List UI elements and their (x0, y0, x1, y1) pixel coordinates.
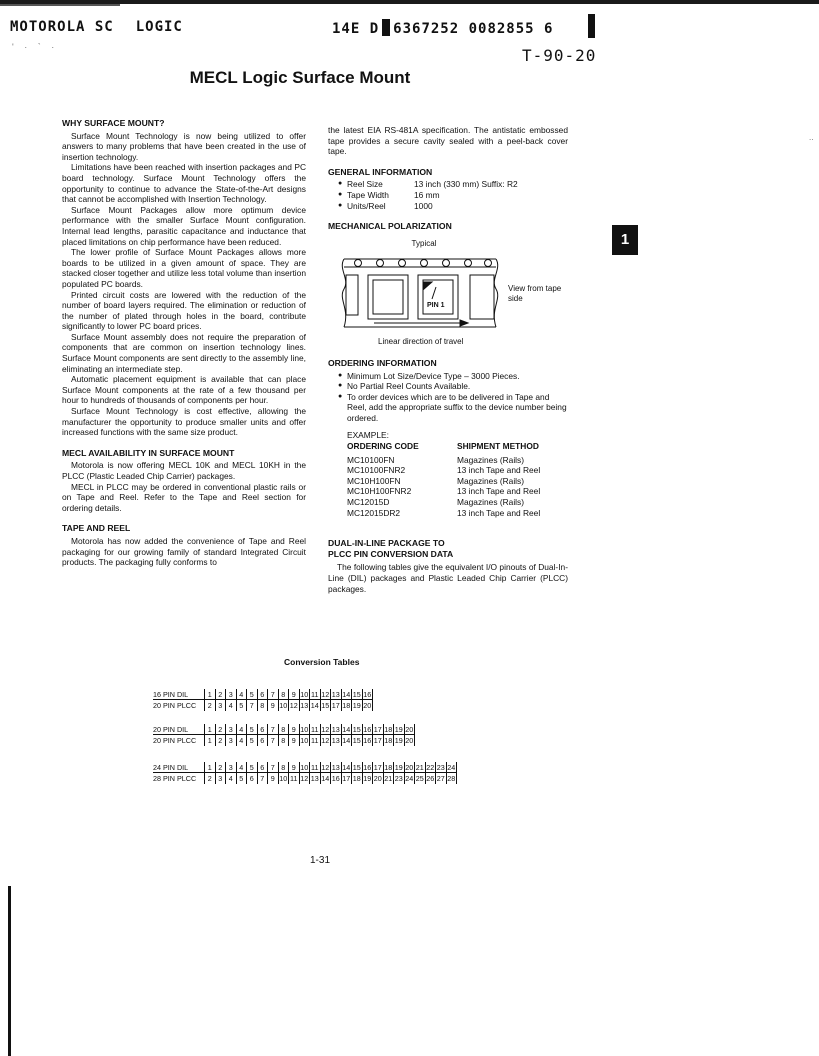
pin-cell: 21 (384, 774, 393, 783)
pin-cell: 11 (310, 724, 321, 735)
header-end-block (588, 14, 595, 38)
pin-cell: 20 (405, 725, 414, 734)
pin-cell: 14 (321, 774, 330, 783)
pin-cell: 14 (342, 725, 351, 734)
pin-cell: 12 (321, 690, 330, 699)
pin-cell: 7 (258, 773, 269, 784)
pin-cell: 4 (237, 762, 248, 773)
pin-cell: 12 (321, 763, 330, 772)
pin-cell: 6 (258, 724, 269, 735)
scan-top-border (0, 0, 819, 4)
pin-cell: 5 (237, 773, 248, 784)
pin-cell: 15 (352, 725, 361, 734)
pin-cell: 2 (216, 735, 227, 746)
pin-cell: 16 (363, 725, 372, 734)
pin-cell: 20 (405, 736, 414, 745)
example-row: MC10100FNR2 13 inch Tape and Reel (347, 465, 541, 476)
ordering-bullet: ● No Partial Reel Counts Available. (338, 381, 568, 392)
tape-polarization-diagram (328, 249, 568, 335)
section-tab: 1 (612, 225, 638, 255)
conversion-row-label: 24 PIN DIL (153, 762, 204, 773)
pin-cell: 7 (268, 689, 279, 700)
pin-cell: 17 (342, 774, 351, 783)
pin-cell: 4 (237, 724, 248, 735)
conversion-title: Conversion Tables (284, 657, 360, 667)
general-heading: GENERAL INFORMATION (328, 166, 433, 177)
pin-cell: 6 (247, 773, 258, 784)
pin-cell: 17 (331, 701, 340, 710)
pin-cell: 25 (415, 774, 424, 783)
pin-cell: 7 (247, 700, 258, 711)
pin-cell: 16 (331, 774, 340, 783)
pin-cell: 10 (300, 725, 309, 734)
pin-cell: 14 (310, 701, 319, 710)
pin-cell: 7 (268, 724, 279, 735)
scan-specks: ' · ` · (12, 42, 59, 52)
pin-cell: 1 (205, 735, 216, 746)
ordering-list (338, 371, 568, 424)
pin-cell: 27 (436, 774, 445, 783)
pin-cell: 4 (226, 700, 237, 711)
dil-paragraph: The following tables give the equivalent I/O pinouts of Dual-In-Line (DIL) packages and Plastic Leaded Chip Carrier (PLCC) packages. (328, 562, 568, 594)
conversion-row-label: 28 PIN PLCC (153, 774, 197, 783)
availability-heading: MECL AVAILABILITY IN SURFACE MOUNT (62, 447, 235, 458)
pin-cell: 9 (289, 762, 300, 773)
pin-cell: 18 (342, 701, 351, 710)
pin-cell: 15 (321, 701, 330, 710)
pin-cell: 8 (279, 724, 290, 735)
pin-cell: 5 (247, 762, 258, 773)
why-paragraph: Surface Mount assembly does not require the preparation of components that are common on insertion technology lines. Surface Mount components are sent directly to the assembly line, eliminating an intermediate step. (62, 331, 306, 374)
pin-cell: 23 (394, 774, 403, 783)
pin-cell: 3 (226, 762, 237, 773)
conversion-table (153, 724, 415, 746)
example-row: MC10100FN Magazines (Rails) (347, 454, 525, 465)
pin-cell: 10 (300, 690, 309, 699)
pin-cell: 18 (384, 763, 393, 772)
why-paragraph: Printed circuit costs are lowered with the reduction of the number of board layers required. The elimination or reduction of the number of plated through holes in the board, contribute significantly to lower PC board prices. (62, 289, 306, 332)
ordering-example (347, 430, 568, 519)
pin-cell: 13 (331, 690, 340, 699)
pin-cell: 8 (258, 700, 269, 711)
scan-top-mark (0, 4, 120, 6)
scan-left-edge (8, 886, 11, 1056)
pin-cell: 24 (405, 774, 414, 783)
pin-cell: 18 (384, 725, 393, 734)
pin-cell: 7 (268, 762, 279, 773)
pin-cell: 6 (258, 689, 269, 700)
pin-cell: 10 (279, 774, 288, 783)
why-paragraph: Automatic placement equipment is available that can place Surface Mount components at the rate of a few thousand per hour to hundreds of thousands of components per hour. (62, 374, 306, 406)
pin-cell: 16 (363, 690, 372, 699)
pin-cell: 1 (205, 724, 216, 735)
pin-cell: 6 (258, 762, 269, 773)
header-code-b: 6367252 0082855 6 (393, 21, 554, 37)
ordering-bullet: ● Minimum Lot Size/Device Type – 3000 Pieces. (338, 371, 568, 382)
pin-cell: 17 (373, 763, 382, 772)
left-column (62, 118, 306, 568)
pin-cell: 13 (310, 774, 319, 783)
ordering-heading: ORDERING INFORMATION (328, 357, 437, 368)
header-left (10, 19, 183, 35)
conversion-row-label: 20 PIN PLCC (153, 701, 197, 710)
pin-cell: 11 (310, 735, 321, 746)
example-header: ORDERING CODE SHIPMENT METHOD (347, 441, 539, 452)
pin-cell: 10 (279, 701, 288, 710)
pin-cell: 13 (331, 763, 340, 772)
why-paragraph: Surface Mount Technology is cost effective, allowing the manufacturer the opportunity to produce smaller units and offer increased functions with the same size product. (62, 406, 306, 438)
page-number: 1-31 (310, 855, 331, 866)
conversion-row (153, 773, 457, 784)
example-row: MC12015D Magazines (Rails) (347, 497, 525, 508)
pin-cell: 17 (373, 725, 382, 734)
doc-number: T-90-20 (522, 46, 597, 65)
conversion-row-label: 20 PIN DIL (153, 724, 204, 735)
page-title: MECL Logic Surface Mount (189, 68, 411, 87)
pin-cell: 5 (247, 724, 258, 735)
pin-cell: 15 (352, 690, 361, 699)
conversion-row (153, 724, 415, 735)
pin-cell: 20 (405, 763, 414, 772)
pin-cell: 2 (205, 700, 216, 711)
margin-mark: .. (809, 133, 814, 142)
pin-cell: 3 (216, 700, 227, 711)
pin-cell: 16 (363, 736, 372, 745)
pin-cell: 19 (352, 701, 361, 710)
pin-cell: 19 (394, 763, 403, 772)
pin-cell: 1 (205, 689, 216, 700)
pin-cell: 13 (300, 701, 309, 710)
pin-cell: 2 (205, 773, 216, 784)
header-code-a: 14E D (332, 21, 380, 37)
general-item: ● Units/Reel 1000 (338, 201, 568, 212)
pin-cell: 11 (310, 762, 321, 773)
pin-cell: 23 (436, 763, 445, 772)
pin-cell: 15 (352, 763, 361, 772)
pin-cell: 2 (216, 762, 227, 773)
pin-cell: 10 (300, 763, 309, 772)
example-row: MC10H100FNR2 13 inch Tape and Reel (347, 486, 541, 497)
general-list (338, 179, 568, 211)
conversion-row-label: 20 PIN PLCC (153, 736, 197, 745)
pin-cell: 18 (352, 774, 361, 783)
pin-cell: 3 (216, 773, 227, 784)
pin-cell: 19 (363, 774, 372, 783)
tape-paragraph: Motorola has now added the convenience of Tape and Reel packaging for our growing family of standard Integrated Circuit products. The packaging fully conforms to (62, 535, 306, 568)
pin-cell: 5 (237, 700, 248, 711)
example-row: MC12015DR2 13 inch Tape and Reel (347, 507, 541, 518)
header-block-mark (382, 19, 390, 36)
pin-cell: 13 (331, 736, 340, 745)
pin-cell: 5 (247, 689, 258, 700)
conversion-row (153, 762, 457, 773)
pin-cell: 11 (289, 773, 300, 784)
conversion-row (153, 735, 415, 746)
pin1-label: PIN 1 (427, 302, 445, 310)
pin-cell: 12 (321, 725, 330, 734)
example-label: EXAMPLE: (347, 429, 389, 440)
pin-cell: 12 (321, 736, 330, 745)
ordering-bullet: ● To order devices which are to be delivered in Tape and Reel, add the appropriate suffix to the device number being ordered. (338, 392, 568, 424)
view-from-tape-side-label: View from tape side (508, 284, 562, 304)
header-company: MOTOROLA SC (10, 19, 114, 35)
pin-cell: 10 (300, 736, 309, 745)
conversion-table (153, 762, 457, 784)
pin-cell: 28 (447, 774, 456, 783)
pin-cell: 12 (300, 774, 309, 783)
pin-cell: 3 (226, 724, 237, 735)
mechanical-heading: MECHANICAL POLARIZATION (328, 221, 452, 232)
pin-cell: 19 (394, 725, 403, 734)
pin-cell: 16 (363, 763, 372, 772)
pin-cell: 14 (342, 690, 351, 699)
pin-cell: 26 (426, 774, 435, 783)
pin-cell: 8 (279, 689, 290, 700)
pin-cell: 14 (342, 763, 351, 772)
pin-cell: 1 (205, 762, 216, 773)
typical-label: Typical (411, 238, 437, 248)
pin-cell: 7 (268, 735, 279, 746)
pin-cell: 2 (216, 689, 227, 700)
general-item: ● Tape Width 16 mm (338, 190, 568, 201)
pin-cell: 21 (415, 763, 424, 772)
right-column (328, 125, 568, 594)
pin-cell: 4 (237, 735, 248, 746)
why-paragraph: Surface Mount Packages allow more optimum device performance with the smaller Surface Mount configuration. Internal lead lengths, parasitic capacitance and inductance that placed limitations on chip performance have been reduced. (62, 204, 306, 247)
pin-cell: 9 (289, 689, 300, 700)
conversion-table (153, 689, 373, 711)
general-item: ● Reel Size 13 inch (330 mm) Suffix: R2 (338, 179, 568, 190)
pin-cell: 9 (289, 724, 300, 735)
pin-cell: 3 (226, 689, 237, 700)
header-division: LOGIC (135, 19, 183, 35)
tape-heading: TAPE AND REEL (62, 523, 131, 534)
pin-cell: 4 (226, 773, 237, 784)
pin-cell: 14 (342, 736, 351, 745)
pin-cell: 17 (373, 736, 382, 745)
pin-cell: 6 (258, 735, 269, 746)
pin-cell: 4 (237, 689, 248, 700)
pin-cell: 8 (279, 762, 290, 773)
pin-cell: 20 (363, 701, 372, 710)
pin-cell: 12 (289, 701, 298, 710)
conversion-row (153, 689, 373, 700)
pin-cell: 3 (226, 735, 237, 746)
pin-cell: 9 (268, 700, 279, 711)
header-right (332, 19, 553, 37)
pin-cell: 9 (268, 773, 279, 784)
dil-heading: DUAL-IN-LINE PACKAGE TO PLCC PIN CONVERSION DATA (328, 538, 454, 559)
why-paragraph: Surface Mount Technology is now being utilized to offer answers to many problems that have been created in the use of insertion technology. (62, 130, 306, 162)
pin-cell: 9 (289, 735, 300, 746)
pin-cell: 8 (279, 735, 290, 746)
pin-cell: 24 (447, 763, 456, 772)
why-heading: WHY SURFACE MOUNT? (62, 118, 165, 128)
pin-cell: 19 (394, 736, 403, 745)
pin-cell: 20 (373, 774, 382, 783)
why-paragraph: The lower profile of Surface Mount Packages allows more boards to be utilized in a given amount of space. They are stacked closer together and utilize less total volume than insertion populated PC boards. (62, 247, 306, 289)
pin-cell: 5 (247, 735, 258, 746)
pin-cell: 2 (216, 724, 227, 735)
tape-continuation: the latest EIA RS-481A specification. The antistatic embossed tape provides a secure cavity sealed with a peel-back cover tape. (328, 125, 568, 157)
availability-paragraph: MECL in PLCC may be ordered in conventional plastic rails or on Tape and Reel. Refer to the Tape and Reel section for ordering details. (62, 481, 306, 513)
example-row: MC10H100FN Magazines (Rails) (347, 475, 525, 486)
conversion-row (153, 700, 373, 711)
travel-direction-label: Linear direction of travel (378, 337, 464, 347)
availability-paragraph: Motorola is now offering MECL 10K and MECL 10KH in the PLCC (Plastic Leaded Chip Carrier) packages. (62, 460, 306, 481)
why-paragraph: Limitations have been reached with insertion packages and PC board technology. Surface Mount Technology offers the opportunity to continue to advance the State-of-the-Art designs that cannot be accomplished with Insertion Technology. (62, 162, 306, 205)
pin-cell: 13 (331, 725, 340, 734)
conversion-row-label: 16 PIN DIL (153, 689, 204, 700)
pin-cell: 22 (426, 763, 435, 772)
pin-cell: 18 (384, 736, 393, 745)
pin-cell: 11 (310, 689, 321, 700)
pin-cell: 15 (352, 736, 361, 745)
